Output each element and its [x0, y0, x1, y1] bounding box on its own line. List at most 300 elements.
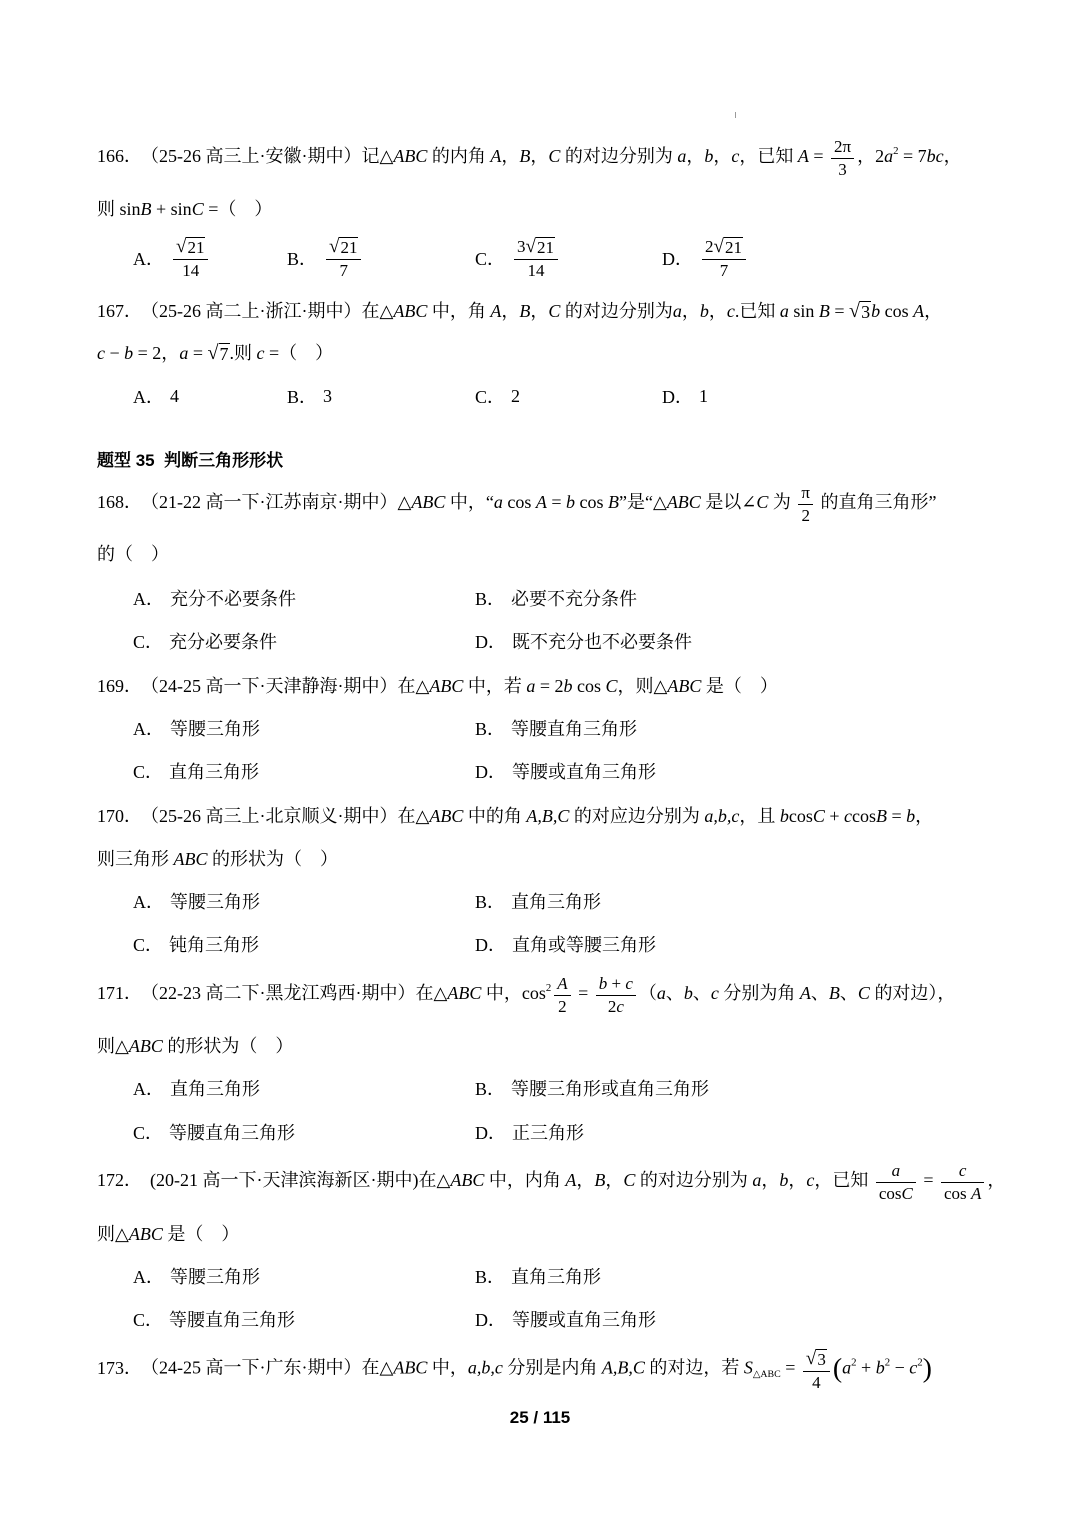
radicand [536, 237, 555, 258]
rich-text [97, 483, 937, 525]
q169-option-b [475, 713, 637, 743]
math-variable: b [683, 983, 693, 1004]
math-variable: ABC [450, 1170, 485, 1191]
option-label: A． [133, 1267, 164, 1287]
math-variable: a [779, 301, 789, 321]
text-run: ， [501, 146, 520, 167]
math-variable: C [756, 492, 769, 513]
fraction-denominator [876, 1182, 916, 1204]
option-label: D． [662, 249, 693, 269]
text-run: ，2 [857, 146, 885, 167]
text-run: 7 [339, 261, 348, 280]
text-run: 的对边分别为 [560, 146, 678, 167]
text-run: 2 [801, 505, 810, 525]
fraction-denominator [702, 259, 746, 281]
text-run: + [824, 806, 844, 826]
text-run: 、 [692, 983, 711, 1004]
option-text: 等腰三角形 [170, 892, 260, 912]
math-variable: b [906, 806, 916, 826]
math-function: cos [572, 676, 606, 696]
q173-stem-line-1 [97, 1350, 932, 1392]
fraction [326, 235, 361, 280]
fraction [514, 235, 558, 280]
question-source: （25-26 高二上·浙江·期中） [150, 301, 362, 321]
rich-text [97, 1032, 293, 1058]
rich-text [97, 137, 962, 179]
math-variable: a [656, 983, 666, 1004]
rich-text [97, 802, 933, 828]
text-run: 为 [768, 492, 796, 513]
fraction-numerator [956, 1161, 970, 1182]
text-run: 的对边分别为 [635, 1170, 753, 1191]
q171-option-d [475, 1117, 584, 1147]
math-variable: B [519, 146, 531, 167]
text-run: ， [530, 301, 549, 321]
superscript: 2 [851, 1357, 857, 1370]
text-run: =（ ） [203, 199, 273, 219]
option-text: 直角三角形 [170, 1079, 260, 1099]
math-variable: b [699, 301, 709, 321]
superscript: 2 [545, 982, 552, 995]
text-run: 的对边，若 [644, 1358, 744, 1379]
text-run: ，已知 [739, 146, 798, 167]
option-text: 1 [699, 385, 708, 406]
question-source: （24-25 高一下·广东·期中） [150, 1358, 362, 1379]
math-function: cos [852, 806, 876, 826]
q171-option-b [475, 1073, 709, 1103]
option-label: C． [475, 249, 506, 269]
math-variable: ABC [666, 492, 701, 513]
superscript: 2 [917, 1357, 923, 1370]
text-run: 2π [834, 136, 852, 156]
text-run: 7 [219, 344, 229, 364]
radicand [339, 237, 358, 258]
text-run: ， [943, 146, 962, 167]
text-run: + [151, 199, 171, 219]
option-label: C． [133, 762, 164, 782]
text-run: 的直角三角形” [816, 492, 937, 513]
page-number: 25 / 115 [509, 1408, 571, 1427]
math-variable: A [557, 973, 568, 993]
text-run: 、 [665, 983, 684, 1004]
text-run: ， [605, 1170, 624, 1191]
square-root [526, 235, 555, 258]
math-variable: c [97, 343, 105, 363]
text-run: （ [638, 983, 657, 1004]
math-variable: B [140, 199, 152, 219]
option-label: B． [475, 589, 506, 609]
text-run: 的形状为（ ） [162, 1036, 294, 1056]
fraction [596, 974, 636, 1016]
square-root [329, 235, 358, 258]
math-variable: A [535, 492, 547, 513]
text-run: ”是“△ [618, 492, 667, 513]
math-variable: c [710, 983, 719, 1004]
text-run: ， [987, 1170, 1006, 1191]
math-function: cos [574, 492, 608, 513]
q172-option-b [475, 1261, 601, 1291]
square-root [806, 1347, 827, 1370]
text-run: ， [681, 301, 700, 321]
math-variable: ABC [393, 301, 428, 321]
text-run: = 2， [133, 343, 180, 363]
q169-stem-line-1 [97, 670, 778, 700]
math-variable: B [876, 806, 887, 826]
text-run: 21 [536, 238, 554, 258]
math-variable: C [901, 1183, 913, 1203]
option-label: A． [133, 1079, 164, 1099]
text-run: ，已知 [814, 1170, 873, 1191]
text-run: 7 [719, 261, 729, 280]
math-variable: A [797, 146, 809, 167]
math-variable: A [490, 146, 502, 167]
fraction [941, 1161, 984, 1203]
text-run: ，则△ [617, 676, 668, 696]
text-run: = [918, 1170, 939, 1191]
math-variable: ABC [429, 676, 464, 696]
option-text: 等腰三角形或直角三角形 [511, 1079, 710, 1099]
math-variable: a [677, 146, 687, 167]
option-text: 充分必要条件 [169, 632, 278, 652]
rich-text [97, 1220, 239, 1246]
math-variable: bc [926, 146, 944, 167]
text-run: = [780, 1358, 800, 1379]
text-run: 则三角形 [97, 849, 174, 869]
q170-option-b [475, 886, 601, 916]
text-run: π [801, 482, 811, 502]
text-run: = [829, 301, 850, 321]
text-run: 、 [839, 983, 858, 1004]
math-variable: A [799, 983, 811, 1004]
text-run: = 2 [535, 676, 564, 696]
radicand [816, 1349, 827, 1370]
text-run: 3 [817, 1350, 826, 1370]
text-run: 3 [838, 159, 847, 179]
text-run: = 7 [898, 146, 927, 167]
math-function: cos [880, 301, 914, 321]
text-run: 14 [527, 261, 545, 280]
option-text: 直角或等腰三角形 [512, 935, 656, 955]
q166-stem-line-1 [97, 136, 962, 179]
rich-text [511, 235, 561, 280]
fraction-numerator [798, 483, 813, 504]
text-run: 在△ [361, 1358, 394, 1379]
math-variable: b [563, 676, 573, 696]
q170-stem-line-2 [97, 843, 338, 873]
text-run: + [856, 1358, 876, 1379]
q171-stem-line-2 [97, 1030, 293, 1060]
option-label: D． [475, 632, 506, 652]
option-text: 等腰直角三角形 [169, 1310, 296, 1330]
math-variable: ABC [128, 1036, 163, 1056]
option-text: 4 [170, 385, 179, 406]
math-variable: C [623, 1170, 636, 1191]
math-variable: a [842, 1358, 852, 1379]
math-variable: a [752, 1170, 762, 1191]
math-variable: b [779, 1170, 789, 1191]
text-run: 在△ [397, 806, 430, 826]
text-run: 记△ [361, 146, 394, 167]
text-run: ， [761, 1170, 780, 1191]
q168-stem-line-2 [97, 538, 169, 568]
subscript: △ABC [752, 1369, 781, 1381]
fraction-denominator [831, 158, 854, 180]
math-variable: A,B,C [601, 1358, 645, 1379]
option-label: A． [133, 387, 164, 407]
square-root [714, 235, 743, 258]
option-text: 钝角三角形 [169, 935, 260, 955]
math-function: cos [521, 983, 546, 1004]
text-run: 中，内角 [484, 1170, 566, 1191]
stray-mark [735, 112, 736, 118]
text-run: 中，角 [427, 301, 491, 321]
math-variable: ABC [447, 983, 482, 1004]
q167-option-c [475, 381, 520, 411]
text-run: 则 [97, 199, 120, 219]
question-source: （21-22 高一下·江苏南京·期中） [150, 492, 398, 513]
question-number: 169． [97, 676, 142, 696]
option-text: 等腰三角形 [170, 719, 260, 739]
math-variable: b [124, 343, 134, 363]
radicand [219, 343, 230, 365]
math-function: sin [788, 301, 819, 321]
rich-text [97, 1161, 1005, 1203]
math-variable: C [812, 806, 825, 826]
math-variable: C [605, 676, 618, 696]
text-run: 中的角 [463, 806, 527, 826]
rich-text [97, 339, 333, 365]
text-run: 中，若 [463, 676, 527, 696]
math-variable: b [871, 301, 881, 321]
fraction-denominator [596, 995, 636, 1017]
text-run: 则△ [97, 1036, 129, 1056]
fraction [173, 235, 208, 280]
q172-option-c [133, 1304, 295, 1334]
question-source: （25-26 高三上·北京顺义·期中） [150, 806, 398, 826]
text-run: ， [788, 1170, 807, 1191]
q167-stem-line-1 [97, 295, 942, 325]
square-root [849, 299, 871, 323]
q168-option-b [475, 583, 637, 613]
math-variable: C [191, 199, 204, 219]
math-function: sin [119, 199, 141, 219]
text-run: 的对边）， [869, 983, 956, 1004]
math-variable: A [913, 301, 925, 321]
q166-option-b [287, 238, 364, 280]
option-text: 等腰三角形 [170, 1267, 260, 1287]
big-parenthesis: ( [832, 1353, 843, 1385]
text-run: .已知 [734, 301, 780, 321]
fraction [831, 137, 854, 179]
math-variable: ABC [173, 849, 208, 869]
q168-option-d [475, 626, 692, 656]
rich-text [97, 540, 169, 566]
text-run: 是（ ） [701, 676, 778, 696]
math-variable: c [909, 1358, 918, 1379]
superscript: 2 [884, 1357, 891, 1370]
q166-option-a [133, 238, 211, 280]
math-function: sin [170, 199, 192, 219]
option-label: D． [475, 1310, 506, 1330]
text-run: 3 [517, 237, 526, 257]
math-variable: b [779, 806, 789, 826]
text-run: 2 [705, 237, 714, 257]
square-root [176, 235, 205, 258]
option-text: 既不充分也不必要条件 [512, 632, 692, 652]
text-run: 2 [607, 996, 617, 1016]
text-run: 的对边分别为 [560, 301, 673, 321]
fraction-numerator [554, 974, 570, 995]
text-run: 是（ ） [162, 1224, 240, 1244]
option-label: D． [475, 1123, 506, 1143]
radicand [724, 237, 743, 258]
text-run: 21 [187, 238, 205, 258]
text-run: = [546, 492, 566, 513]
q171-option-c [133, 1117, 295, 1147]
text-run: 、 [810, 983, 829, 1004]
q167-stem-line-2 [97, 337, 333, 367]
q170-stem-line-1 [97, 800, 933, 830]
question-source: （24-25 高一下·天津静海·期中） [150, 676, 398, 696]
fraction-numerator [702, 235, 746, 259]
option-label: C． [133, 1123, 164, 1143]
math-variable: B [594, 1170, 606, 1191]
math-variable: B [828, 983, 840, 1004]
text-run: △ [397, 492, 412, 513]
q168-stem-line-1 [97, 482, 937, 525]
math-variable: c [256, 343, 265, 363]
option-label: C． [133, 935, 164, 955]
option-label: B． [287, 249, 318, 269]
radicand [186, 237, 205, 258]
text-run: 在△ [397, 676, 430, 696]
math-variable: ABC [128, 1224, 163, 1244]
option-text: 直角三角形 [169, 762, 260, 782]
math-variable: ABC [429, 806, 464, 826]
q169-option-c [133, 756, 259, 786]
text-run: 14 [182, 261, 200, 280]
option-text: 等腰或直角三角形 [512, 1310, 656, 1330]
text-run: 的形状为（ ） [207, 849, 338, 869]
text-run: ， [924, 301, 943, 321]
q170-option-a [133, 886, 260, 916]
question-number: 172． [97, 1170, 142, 1191]
q169-option-a [133, 713, 260, 743]
text-run: ， [708, 301, 727, 321]
option-label: A． [133, 719, 164, 739]
question-number: 168． [97, 492, 142, 513]
option-label: A． [133, 892, 164, 912]
option-text: 正三角形 [512, 1123, 584, 1143]
q167-option-b [287, 381, 332, 411]
fraction-numerator [326, 235, 361, 259]
option-label: B． [475, 719, 506, 739]
math-variable: B [519, 301, 531, 321]
option-label: C． [133, 1310, 164, 1330]
fraction [798, 483, 813, 525]
q166-stem-line-2 [97, 193, 272, 223]
fraction-numerator [803, 1347, 830, 1371]
superscript: 2 [893, 145, 899, 158]
q171-option-a [133, 1073, 260, 1103]
radical-sign [526, 235, 536, 258]
fraction [803, 1347, 830, 1392]
math-variable: a [884, 146, 894, 167]
text-run: 分别是内角 [502, 1358, 602, 1379]
text-run: 2 [558, 996, 567, 1016]
question-number: 173． [97, 1358, 142, 1379]
rich-text [97, 297, 942, 323]
rich-text [97, 974, 955, 1016]
option-text: 2 [511, 385, 521, 406]
text-run: 3 [861, 302, 871, 322]
question-number: 171． [97, 983, 142, 1004]
text-run: 在△ [418, 1170, 451, 1191]
math-function: cos [502, 492, 536, 513]
math-variable: b [875, 1358, 885, 1379]
math-variable: ABC [393, 1358, 428, 1379]
option-label: B． [475, 1079, 506, 1099]
math-variable: b [704, 146, 714, 167]
text-run: ， [915, 806, 934, 826]
text-run: 21 [724, 238, 742, 258]
fraction-denominator [554, 995, 570, 1017]
option-label: A． [133, 589, 164, 609]
text-run: 在△ [415, 983, 448, 1004]
math-function: cos [878, 1183, 902, 1203]
math-variable: A [970, 1183, 982, 1203]
math-variable: c [806, 1170, 815, 1191]
text-run: ， [530, 146, 549, 167]
option-text: 直角三角形 [511, 1267, 602, 1287]
math-variable: A [490, 301, 502, 321]
text-run: − [890, 1358, 910, 1379]
math-variable: a [672, 301, 682, 321]
q171-stem-line-1 [97, 973, 956, 1016]
math-variable: b [565, 492, 575, 513]
fraction-denominator [326, 259, 361, 281]
option-text: 等腰或直角三角形 [512, 762, 656, 782]
text-run: 则△ [97, 1224, 129, 1244]
q168-option-a [133, 583, 296, 613]
math-variable: ABC [393, 146, 428, 167]
option-label: D． [475, 762, 506, 782]
text-run: 21 [340, 238, 358, 258]
fraction-numerator [173, 235, 208, 259]
math-variable: a [891, 1160, 901, 1180]
math-variable: ABC [667, 676, 702, 696]
fraction-numerator [514, 235, 558, 259]
text-run: =（ ） [264, 343, 334, 363]
math-function: cos [944, 1183, 971, 1203]
option-label: D． [475, 935, 506, 955]
q169-option-d [475, 756, 656, 786]
text-run: = [573, 983, 593, 1004]
option-text: 必要不充分条件 [511, 589, 638, 609]
q167-option-d [662, 381, 708, 411]
math-variable: B [607, 492, 619, 513]
option-label: C． [475, 387, 506, 407]
math-variable: C [857, 983, 870, 1004]
question-number: 170． [97, 806, 142, 826]
fraction-numerator [889, 1161, 904, 1182]
text-run: 4 [812, 1373, 821, 1392]
rich-text [699, 235, 749, 280]
q166-option-c [475, 237, 561, 280]
rich-text [170, 235, 211, 280]
math-variable: a [526, 676, 536, 696]
radical-sign [806, 1347, 816, 1370]
